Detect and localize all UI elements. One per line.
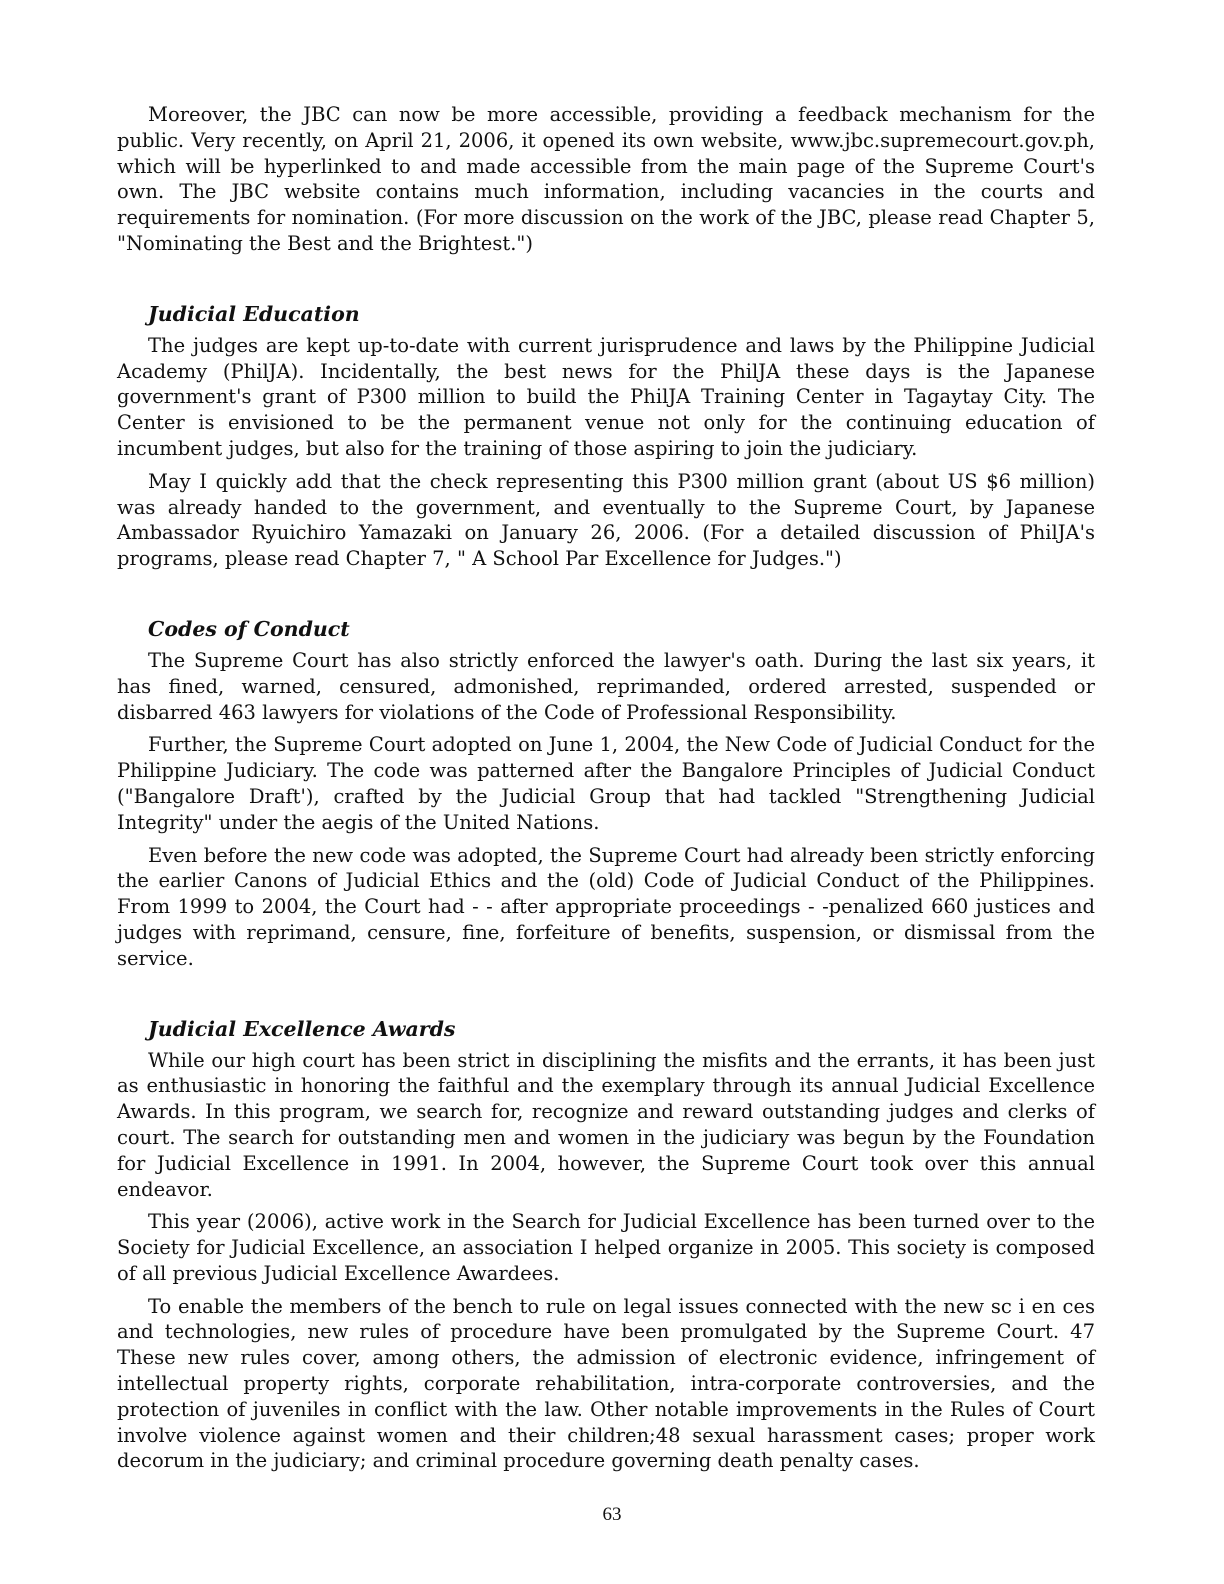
paragraph-society: This year (2006), active work in the Search for Judicial Excellence has been turned over to the Society for Judicial Excellence, an association I helped organize in 2005. This society is composed of all previous Judicial Excellence Awardees.	[117, 1210, 1095, 1285]
heading-judicial-education: Judicial Education	[148, 301, 360, 326]
paragraph-jbc-website: Moreover, the JBC can now be more accessible, providing a feedback mechanism for the public. Very recently, on April 21, 2006, it opened its own website, www.jbc.supremecourt.gov.ph, which will be hyperlinked to and made accessible from the main page of the Supreme Court's own. The JBC website contains much information, including vacancies in the courts and requirements for nomination. (For more discussion on the work of the JBC, please read Chapter 5, "Nominating the Best and the Brightest.")	[117, 103, 1095, 255]
paragraph-canons: Even before the new code was adopted, the Supreme Court had already been strictly enforcing the earlier Canons of Judicial Ethics and the (old) Code of Judicial Conduct of the Philippines. From 1999 to 2004, the Court had - - after appropriate proceedings - -penalized 660 justices and judges with reprimand, censure, fine, forfeiture of benefits, suspension, or dismissal from the service.	[117, 843, 1095, 970]
document-body	[117, 102, 1095, 1481]
paragraph-new-code: Further, the Supreme Court adopted on June 1, 2004, the New Code of Judicial Conduct for the Philippine Judiciary. The code was patterned after the Bangalore Principles of Judicial Conduct ("Bangalore Draft'), crafted by the Judicial Group that had tackled "Strengthening Judicial Integrity" under the aegis of the United Nations.	[117, 733, 1095, 834]
paragraph-philja-grant: May I quickly add that the check representing this P300 million grant (about US $6 million) was already handed to the government, and eventually to the Supreme Court, by Japanese Ambassador Ryuichiro Yamazaki on January 26, 2006. (For a detailed discussion of PhilJA's programs, please read Chapter 7, " A School Par Excellence for Judges.")	[117, 469, 1095, 571]
heading-judicial-excellence-awards: Judicial Excellence Awards	[148, 1016, 456, 1041]
paragraph-philja: The judges are kept up-to-date with current jurisprudence and laws by the Philippine Judicial Academy (PhilJA). Incidentally, the best news for the PhilJA these days is the Japanese government's grant of P300 million to build the PhilJA Training Center in Tagaytay City. The Center is envisioned to be the permanent venue not only for the continuing education of incumbent judges, but also for the training of those aspiring to join the judiciary.	[117, 333, 1095, 460]
heading-codes-of-conduct: Codes of Conduct	[148, 616, 350, 641]
page-number: 63	[602, 1504, 622, 1525]
paragraph-awards: While our high court has been strict in disciplining the misfits and the errants, it has been just as enthusiastic in honoring the faithful and the exemplary through its annual Judicial Excellence Awards. In this program, we search for, recognize and reward outstanding judges and clerks of court. The search for outstanding men and women in the judiciary was begun by the Foundation for Judicial Excellence in 1991. In 2004, however, the Supreme Court took over this annual endeavor.	[117, 1048, 1095, 1201]
paragraph-lawyers-oath: The Supreme Court has also strictly enforced the lawyer's oath. During the last six years, it has fined, warned, censured, admonished, reprimanded, ordered arrested, suspended or disbarred 463 lawyers for violations of the Code of Professional Responsibility.	[117, 648, 1095, 724]
paragraph-new-rules: To enable the members of the bench to rule on legal issues connected with the new sc i en ces and technologies, new rules of procedure have been promulgated by the Supreme Court. 47 These new rules cover, among others, the admission of electronic evidence, infringement of intellectual property rights, corporate rehabilitation, intra-corporate controversies, and the protection of juveniles in conflict with the law. Other notable improvements in the Rules of Court involve violence against women and their children;48 sexual harassment cases; proper work decorum in the judiciary; and criminal procedure governing death penalty cases.	[117, 1294, 1095, 1473]
